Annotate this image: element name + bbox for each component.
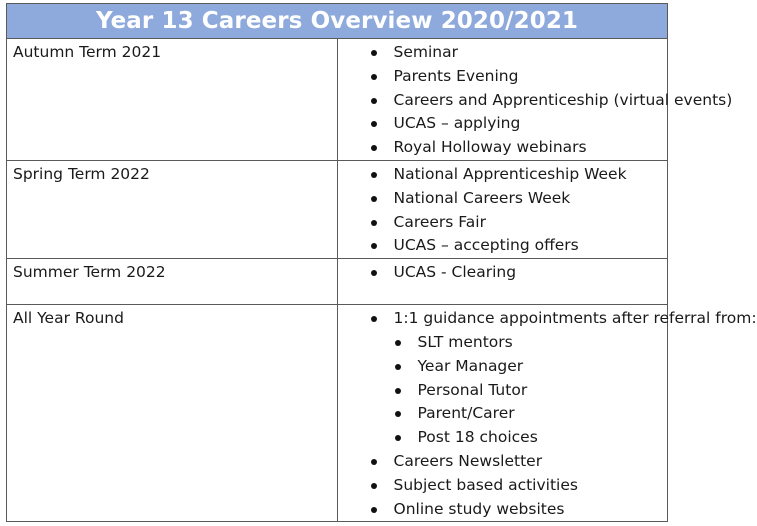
table-row	[7, 305, 668, 522]
event-list	[338, 41, 733, 160]
list-item: Personal Tutor	[338, 379, 664, 403]
bullet-icon	[371, 459, 377, 465]
bullet-icon	[371, 243, 377, 249]
bullet-icon	[371, 507, 377, 513]
careers-overview-document	[6, 3, 757, 522]
list-item: Online study websites	[338, 498, 664, 522]
events-cell	[337, 160, 668, 258]
bullet-icon	[395, 364, 401, 370]
events-cell	[337, 305, 757, 522]
bullet-icon	[371, 220, 377, 226]
term-label: All Year Round	[7, 305, 338, 522]
term-label: Spring Term 2022	[7, 160, 338, 258]
table-row	[7, 160, 668, 258]
event-list	[338, 163, 664, 258]
bullet-icon	[371, 316, 377, 322]
table-row	[7, 39, 668, 161]
list-item: Careers Newsletter	[338, 450, 664, 474]
events-cell	[337, 39, 733, 161]
list-item: Careers and Apprenticeship (virtual events)	[338, 89, 664, 113]
event-list	[338, 450, 664, 521]
list-item: Royal Holloway webinars	[338, 136, 664, 160]
bullet-icon	[395, 411, 401, 417]
bullet-icon	[371, 121, 377, 127]
list-item: Careers Fair	[338, 211, 664, 235]
list-item: UCAS - Clearing	[338, 261, 664, 285]
list-item: Post 18 choices	[338, 426, 664, 450]
list-item: Subject based activities	[338, 474, 664, 498]
event-list	[338, 261, 664, 285]
bullet-icon	[371, 74, 377, 80]
list-item: Seminar	[338, 41, 664, 65]
bullet-icon	[371, 270, 377, 276]
table-row	[7, 259, 668, 305]
list-item: National Careers Week	[338, 187, 664, 211]
list-item: SLT mentors	[338, 331, 664, 355]
term-label: Summer Term 2022	[7, 259, 338, 305]
bullet-icon	[395, 388, 401, 394]
bullet-icon	[395, 340, 401, 346]
bullet-icon	[371, 483, 377, 489]
list-item: Year Manager	[338, 355, 664, 379]
list-item: Parent/Carer	[338, 402, 664, 426]
bullet-icon	[371, 196, 377, 202]
list-item: UCAS – applying	[338, 112, 664, 136]
events-cell	[337, 259, 668, 305]
term-label: Autumn Term 2021	[7, 39, 338, 161]
bullet-icon	[395, 435, 401, 441]
list-item: National Apprenticeship Week	[338, 163, 664, 187]
bullet-icon	[371, 145, 377, 151]
bullet-icon	[371, 50, 377, 56]
bullet-icon	[371, 98, 377, 104]
list-item: Parents Evening	[338, 65, 664, 89]
event-list	[338, 307, 757, 331]
table-title: Year 13 Careers Overview 2020/2021	[7, 4, 668, 39]
careers-overview-table	[6, 3, 757, 522]
list-item: 1:1 guidance appointments after referral from:	[338, 307, 664, 331]
referral-sub-list	[338, 331, 664, 450]
bullet-icon	[371, 172, 377, 178]
list-item: UCAS – accepting offers	[338, 234, 664, 258]
